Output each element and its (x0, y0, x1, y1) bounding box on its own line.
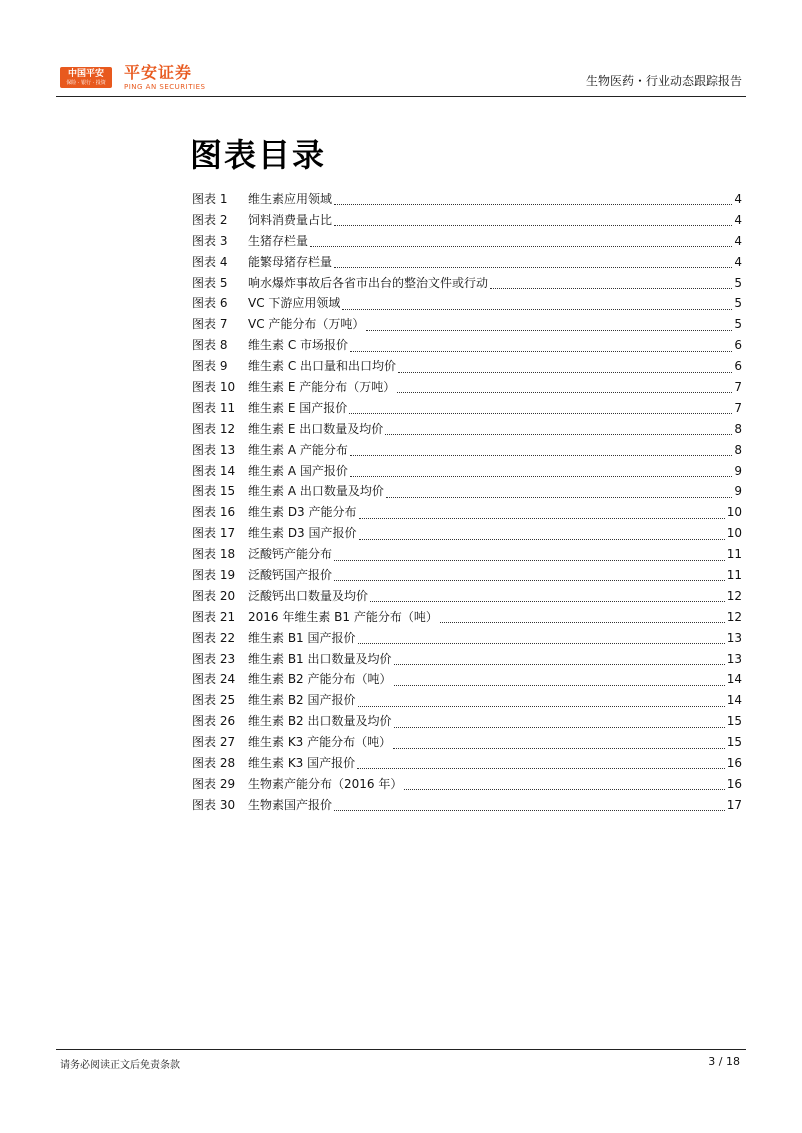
toc-entry-title: 维生素应用领域 (248, 192, 333, 206)
toc-entry-page: 12 (726, 609, 742, 624)
toc-entry-title: 饲料消费量占比 (248, 212, 333, 227)
toc-entry-title: 维生素 C 出口量和出口均价 (248, 359, 397, 374)
toc-entry[interactable] (192, 690, 742, 711)
toc-entry-title: VC 下游应用领域 (248, 296, 341, 311)
toc-entry-number: 图表 11 (192, 400, 236, 415)
toc-entry-page: 11 (726, 547, 742, 562)
toc-entry-page: 14 (726, 693, 742, 708)
toc-entry-page: 15 (726, 735, 742, 750)
toc-leader-dots (366, 329, 732, 331)
toc-entry-title: 维生素 K3 产能分布（吨） (248, 735, 392, 750)
toc-leader-dots (334, 224, 732, 226)
toc-entry-number: 图表 28 (192, 756, 236, 771)
toc-entry-page: 5 (734, 275, 742, 290)
toc-entry-page: 10 (726, 526, 742, 541)
toc-entry-title: 维生素 A 出口数量及均价 (248, 484, 384, 499)
toc-entry-number: 图表 15 (192, 484, 236, 499)
brand (124, 64, 205, 92)
brand-name-en: PING AN SECURITIES (124, 83, 206, 91)
toc-entry-page: 4 (734, 212, 742, 227)
toc-entry-number: 图表 29 (192, 776, 236, 791)
logo-text: 中国平安 (67, 69, 104, 79)
toc-leader-dots (334, 809, 725, 811)
logo-subtext: 保险 · 银行 · 投资 (66, 80, 106, 86)
toc-leader-dots (404, 788, 724, 790)
toc-entry[interactable] (192, 628, 742, 649)
toc-entry-page: 5 (734, 296, 742, 311)
toc-entry-title: 生物素国产报价 (248, 797, 333, 812)
toc-entry-title: 维生素 A 产能分布 (248, 442, 348, 457)
toc-leader-dots (342, 308, 732, 310)
toc-entry-page: 7 (734, 380, 742, 395)
footer-divider (56, 1049, 746, 1050)
toc-leader-dots (394, 726, 725, 728)
toc-entry-page: 16 (726, 776, 742, 791)
toc-entry-number: 图表 21 (192, 609, 236, 624)
toc-leader-dots (394, 663, 725, 665)
toc-entry[interactable] (192, 795, 742, 816)
toc-list (192, 189, 742, 816)
toc-entry-page: 7 (734, 400, 742, 415)
toc-entry-number: 图表 3 (192, 233, 228, 248)
toc-entry-title: 维生素 B1 出口数量及均价 (248, 651, 392, 666)
toc-entry-page: 13 (726, 630, 742, 645)
toc-entry[interactable] (192, 461, 742, 482)
toc-entry-title: 维生素 D3 产能分布 (248, 505, 357, 520)
toc-entry-title: 泛酸钙出口数量及均价 (248, 588, 369, 603)
toc-leader-dots (358, 705, 725, 707)
toc-entry-number: 图表 22 (192, 630, 236, 645)
toc-leader-dots (357, 767, 725, 769)
toc-leader-dots (385, 433, 732, 435)
toc-entry-title: 维生素 K3 国产报价 (248, 756, 356, 771)
toc-entry-number: 图表 10 (192, 380, 236, 395)
toc-entry-number: 图表 30 (192, 797, 236, 812)
toc-entry-page: 12 (726, 588, 742, 603)
toc-entry[interactable] (192, 502, 742, 523)
toc-leader-dots (349, 412, 732, 414)
toc-entry[interactable] (192, 586, 742, 607)
toc-entry-number: 图表 6 (192, 296, 228, 311)
toc-entry-number: 图表 9 (192, 359, 228, 374)
toc-entry-title: VC 产能分布（万吨） (248, 317, 365, 332)
toc-leader-dots (350, 475, 733, 477)
toc-entry-title: 维生素 E 出口数量及均价 (248, 421, 384, 436)
toc-leader-dots (393, 747, 725, 749)
toc-entry[interactable] (192, 607, 742, 628)
toc-leader-dots (398, 371, 732, 373)
toc-entry-number: 图表 17 (192, 526, 236, 541)
toc-entry[interactable] (192, 273, 742, 294)
toc-entry-page: 4 (734, 192, 742, 206)
toc-entry-number: 图表 2 (192, 212, 228, 227)
toc-entry-page: 14 (726, 672, 742, 687)
toc-leader-dots (386, 496, 733, 498)
toc-leader-dots (490, 287, 732, 289)
toc-entry-number: 图表 12 (192, 421, 236, 436)
toc-entry-page: 17 (726, 797, 742, 812)
toc-entry-title: 维生素 B2 出口数量及均价 (248, 714, 392, 729)
toc-entry-page: 4 (734, 254, 742, 269)
toc-leader-dots (334, 266, 732, 268)
toc-entry-page: 8 (734, 442, 742, 457)
toc-entry[interactable] (192, 753, 742, 774)
toc-entry[interactable] (192, 210, 742, 231)
toc-entry[interactable] (192, 544, 742, 565)
toc-entry-page: 11 (726, 568, 742, 583)
toc-entry-title: 维生素 B2 产能分布（吨） (248, 672, 392, 687)
toc-leader-dots (334, 579, 725, 581)
toc-entry-title: 维生素 D3 国产报价 (248, 526, 357, 541)
toc-entry-title: 维生素 C 市场报价 (248, 338, 349, 353)
toc-entry-number: 图表 13 (192, 442, 236, 457)
toc-entry-number: 图表 1 (192, 192, 228, 206)
toc-entry-number: 图表 4 (192, 254, 228, 269)
toc-entry-number: 图表 23 (192, 651, 236, 666)
toc-entry[interactable] (192, 314, 742, 335)
toc-leader-dots (334, 559, 725, 561)
toc-entry-number: 图表 25 (192, 693, 236, 708)
toc-entry-title: 能繁母猪存栏量 (248, 254, 333, 269)
ping-an-logo (60, 67, 112, 88)
toc-entry-page: 9 (734, 463, 742, 478)
toc-entry[interactable] (192, 649, 742, 670)
toc-entry-page: 13 (726, 651, 742, 666)
toc-entry-title: 维生素 B2 国产报价 (248, 693, 356, 708)
toc-entry-title: 泛酸钙国产报价 (248, 568, 333, 583)
toc-entry-number: 图表 14 (192, 463, 236, 478)
toc-entry-page: 15 (726, 714, 742, 729)
toc-entry-number: 图表 8 (192, 338, 228, 353)
toc-entry[interactable] (192, 565, 742, 586)
toc-entry[interactable] (192, 252, 742, 273)
toc-leader-dots (440, 621, 725, 623)
toc-entry[interactable] (192, 293, 742, 314)
toc-leader-dots (394, 684, 725, 686)
toc-entry[interactable] (192, 356, 742, 377)
toc-entry[interactable] (192, 377, 742, 398)
toc-entry-number: 图表 18 (192, 547, 236, 562)
toc-entry-number: 图表 20 (192, 588, 236, 603)
toc-entry[interactable] (192, 231, 742, 252)
toc-entry-page: 4 (734, 233, 742, 248)
toc-entry-number: 图表 7 (192, 317, 228, 332)
toc-entry-title: 维生素 A 国产报价 (248, 463, 348, 478)
brand-name-cn: 平安证券 (124, 63, 193, 82)
toc-leader-dots (370, 600, 725, 602)
toc-leader-dots (350, 350, 732, 352)
toc-leader-dots (310, 245, 732, 247)
toc-leader-dots (358, 642, 725, 644)
toc-entry-page: 10 (726, 505, 742, 520)
toc-entry-page: 6 (734, 338, 742, 353)
toc-entry-number: 图表 27 (192, 735, 236, 750)
toc-leader-dots (334, 203, 732, 205)
header-divider (56, 96, 746, 97)
toc-entry-page: 16 (726, 756, 742, 771)
toc-entry-title: 生物素产能分布（2016 年） (248, 776, 403, 791)
toc-entry[interactable] (192, 189, 742, 210)
toc-entry[interactable] (192, 523, 742, 544)
toc-entry[interactable] (192, 398, 742, 419)
toc-title: 图表目录 (190, 136, 327, 174)
toc-entry[interactable] (192, 774, 742, 795)
toc-entry-number: 图表 24 (192, 672, 236, 687)
toc-entry-title: 维生素 B1 国产报价 (248, 630, 356, 645)
toc-entry-page: 6 (734, 359, 742, 374)
toc-entry-title: 2016 年维生素 B1 产能分布（吨） (248, 609, 438, 624)
toc-leader-dots (397, 391, 732, 393)
toc-entry-number: 图表 19 (192, 568, 236, 583)
page-number: 3 / 18 (708, 1055, 740, 1068)
toc-entry[interactable] (192, 669, 742, 690)
toc-entry-page: 9 (734, 484, 742, 499)
toc-entry-title: 泛酸钙产能分布 (248, 547, 333, 562)
toc-entry[interactable] (192, 419, 742, 440)
toc-leader-dots (359, 517, 725, 519)
toc-entry-number: 图表 5 (192, 275, 228, 290)
toc-entry[interactable] (192, 335, 742, 356)
toc-entry[interactable] (192, 732, 742, 753)
toc-entry-number: 图表 16 (192, 505, 236, 520)
toc-entry-number: 图表 26 (192, 714, 236, 729)
toc-entry[interactable] (192, 711, 742, 732)
toc-entry-title: 响水爆炸事故后各省市出台的整治文件或行动 (248, 275, 489, 290)
toc-entry-title: 维生素 E 产能分布（万吨） (248, 380, 396, 395)
toc-entry-title: 维生素 E 国产报价 (248, 400, 348, 415)
toc-leader-dots (350, 454, 733, 456)
report-type: 生物医药・行业动态跟踪报告 (585, 74, 742, 88)
toc-entry-title: 生猪存栏量 (248, 233, 309, 248)
toc-entry[interactable] (192, 440, 742, 461)
toc-leader-dots (359, 538, 725, 540)
footer-disclaimer: 请务必阅读正文后免责条款 (60, 1060, 180, 1071)
toc-entry-page: 5 (734, 317, 742, 332)
page-header (0, 0, 802, 100)
toc-entry-page: 8 (734, 421, 742, 436)
toc-entry[interactable] (192, 481, 742, 502)
